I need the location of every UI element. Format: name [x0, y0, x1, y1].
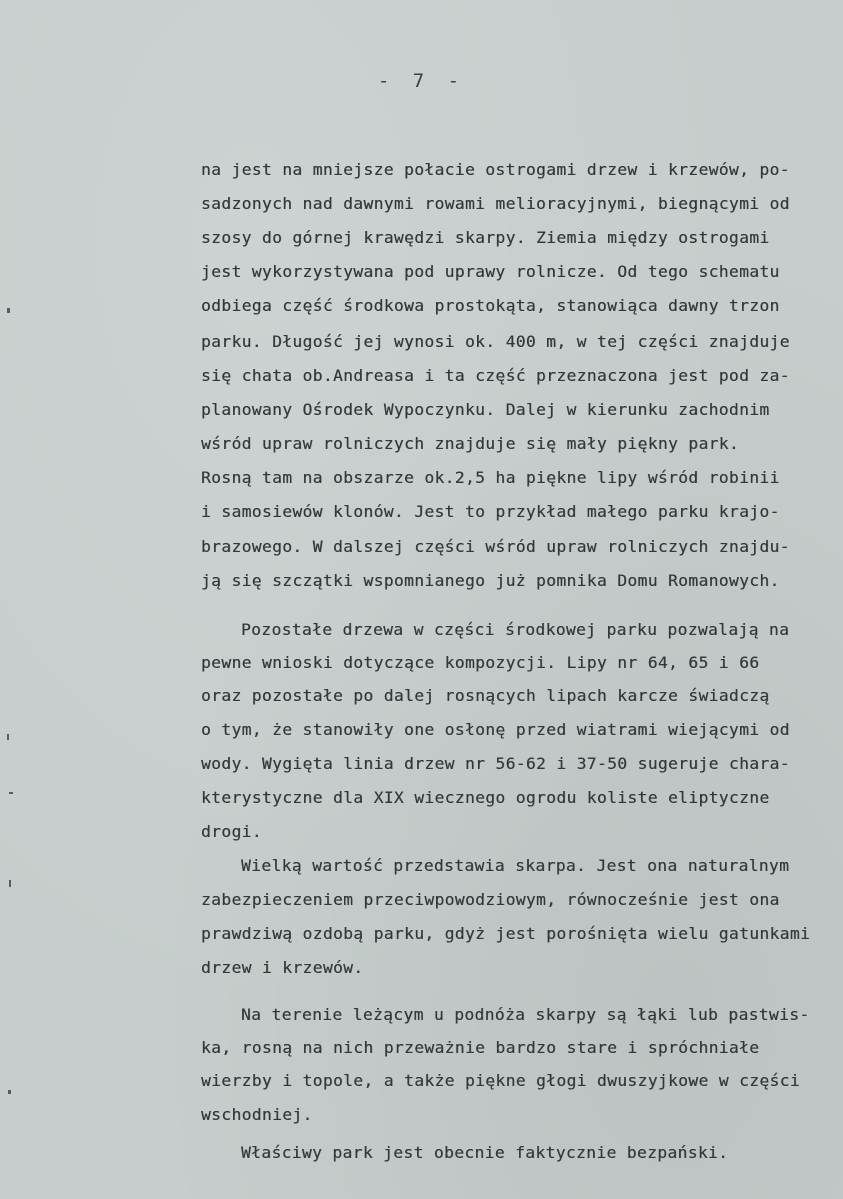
text-line: kterystyczne dla XIX wiecznego ogrodu koliste eliptyczne: [201, 788, 770, 807]
text-line: wśród upraw rolniczych znajduje się mały piękny park.: [201, 434, 740, 453]
text-line: i samosiewów klonów. Jest to przykład małego parku krajo-: [201, 502, 780, 521]
text-line: drzew i krzewów.: [201, 958, 364, 977]
text-line: Na terenie leżącym u podnóża skarpy są łąki lub pastwis-: [241, 1005, 810, 1024]
text-line: pewne wnioski dotyczące kompozycji. Lipy nr 64, 65 i 66: [201, 653, 760, 672]
text-line: oraz pozostałe po dalej rosnących lipach karcze świadczą: [201, 686, 770, 705]
text-line: zabezpieczeniem przeciwpowodziowym, równocześnie jest ona: [201, 890, 780, 909]
page-number: - 7 -: [377, 70, 466, 92]
text-line: Rosną tam na obszarze ok.2,5 ha piękne lipy wśród robinii: [201, 468, 780, 487]
text-line: wschodniej.: [201, 1105, 313, 1124]
text-line: drogi.: [201, 822, 262, 841]
text-line: Właściwy park jest obecnie faktycznie bezpański.: [241, 1143, 729, 1162]
scan-mark: [9, 792, 13, 794]
text-line: szosy do górnej krawędzi skarpy. Ziemia między ostrogami: [201, 228, 770, 247]
text-line: odbiega część środkowa prostokąta, stanowiąca dawny trzon: [201, 296, 780, 315]
text-line: na jest na mniejsze połacie ostrogami drzew i krzewów, po-: [201, 160, 790, 179]
text-line: wody. Wygięta linia drzew nr 56-62 i 37-50 sugeruje chara-: [201, 754, 790, 773]
text-line: jest wykorzystywana pod uprawy rolnicze. Od tego schematu: [201, 262, 780, 281]
text-line: ją się szczątki wspomnianego już pomnika Domu Romanowych.: [201, 571, 780, 590]
scan-mark: [7, 734, 9, 740]
scan-mark: [9, 880, 11, 887]
scan-mark: [7, 308, 10, 313]
text-line: Wielką wartość przedstawia skarpa. Jest ona naturalnym: [241, 856, 790, 875]
text-line: planowany Ośrodek Wypoczynku. Dalej w kierunku zachodnim: [201, 400, 770, 419]
text-line: o tym, że stanowiły one osłonę przed wiatrami wiejącymi od: [201, 720, 790, 739]
text-line: wierzby i topole, a także piękne głogi dwuszyjkowe w części: [201, 1071, 800, 1090]
text-line: sadzonych nad dawnymi rowami melioracyjnymi, biegnącymi od: [201, 194, 790, 213]
scan-mark: [8, 1090, 11, 1094]
text-line: parku. Długość jej wynosi ok. 400 m, w tej części znajduje: [201, 332, 790, 351]
text-line: prawdziwą ozdobą parku, gdyż jest porośnięta wielu gatunkami: [201, 924, 811, 943]
text-line: Pozostałe drzewa w części środkowej parku pozwalają na: [241, 620, 790, 639]
text-line: brazowego. W dalszej części wśród upraw rolniczych znajdu-: [201, 537, 790, 556]
text-line: się chata ob.Andreasa i ta część przeznaczona jest pod za-: [201, 366, 790, 385]
text-line: ka, rosną na nich przeważnie bardzo stare i spróchniałe: [201, 1038, 760, 1057]
